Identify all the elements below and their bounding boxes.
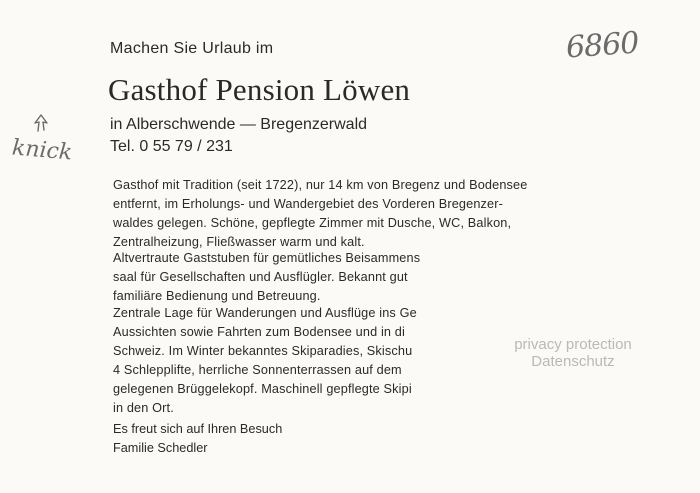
privacy-line-en: privacy protection (514, 336, 632, 353)
arrow-up-icon (33, 113, 49, 133)
handwritten-knick-note: knick (11, 135, 74, 166)
text-line: 4 Schlepplifte, herrliche Sonnenterrassen auf dem (113, 363, 402, 377)
text-line: waldes gelegen. Schöne, gepflegte Zimmer mit Dusche, WC, Balkon, (113, 216, 512, 230)
paragraph-tradition (113, 176, 593, 252)
intro-line: Machen Sie Urlaub im (110, 40, 274, 57)
text-line: entfernt, im Erholungs- und Wandergebiet des Vorderen Bregenzer- (113, 197, 503, 211)
text-line: gelegenen Brüggelekopf. Maschinell gepflegte Skipi (113, 382, 412, 396)
privacy-line-de: Datenschutz (531, 353, 615, 370)
text-line: Aussichten sowie Fahrten zum Bodensee und in di (113, 325, 405, 339)
text-line: Schweiz. Im Winter bekanntes Skiparadies, Skischu (113, 344, 413, 358)
phone-line: Tel. 0 55 79 / 231 (110, 138, 233, 155)
text-line: in den Ort. (113, 401, 174, 415)
text-line: Altvertraute Gaststuben für gemütliches Beisammens (113, 251, 421, 265)
greeting-line: Es freut sich auf Ihren Besuch (113, 422, 283, 436)
text-line: Gasthof mit Tradition (seit 1722), nur 14 km von Bregenz und Bodensee (113, 178, 528, 192)
paragraph-gaststuben (113, 249, 452, 306)
signature-line: Familie Schedler (113, 441, 208, 455)
text-line: saal für Gesellschaften und Ausflügler. Bekannt gut (113, 270, 408, 284)
text-line: familiäre Bedienung und Betreuung. (113, 289, 321, 303)
paragraph-lage (113, 304, 452, 418)
text-line: Zentralheizung, Fließwasser warm und kalt. (113, 235, 365, 249)
location-line: in Alberschwende — Bregenzerwald (110, 116, 368, 133)
closing-block (113, 420, 282, 458)
page-title: Gasthof Pension Löwen (108, 72, 411, 107)
text-line: Zentrale Lage für Wanderungen und Ausflüge ins Ge (113, 306, 417, 320)
privacy-watermark (497, 336, 649, 370)
handwritten-number: 6860 (564, 25, 640, 66)
